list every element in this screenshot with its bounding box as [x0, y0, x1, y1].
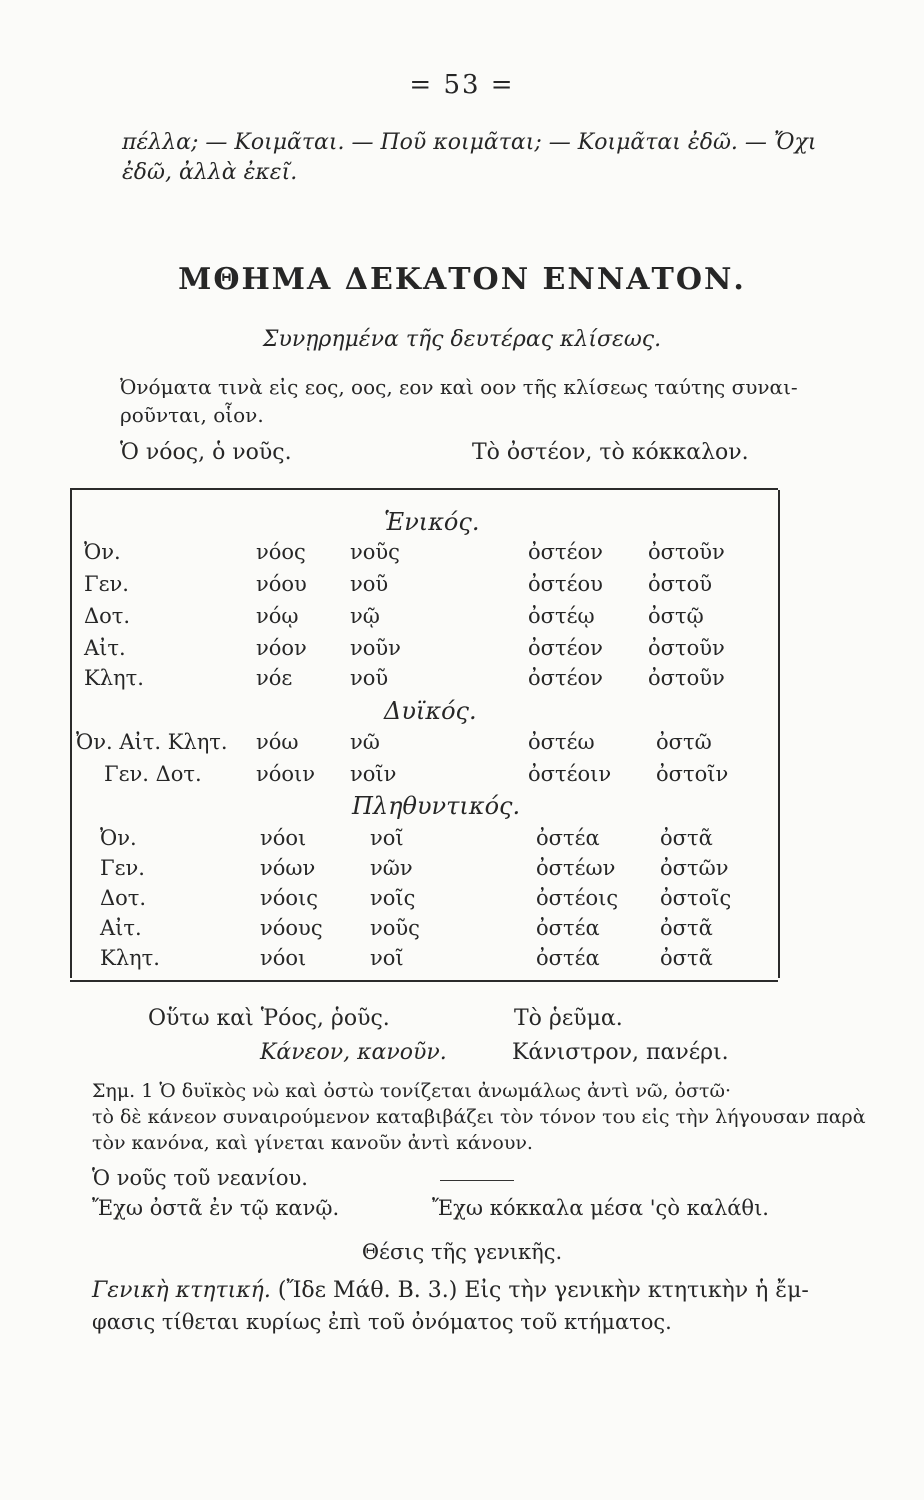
- likewise-right-1: Τὸ ῥεῦμα.: [514, 1006, 623, 1031]
- form-noos: νόε: [256, 666, 293, 690]
- form-osteon: ὀστέον: [528, 666, 603, 690]
- form-noos: νόοι: [260, 946, 307, 970]
- form-osteon: ὀστέα: [536, 826, 600, 850]
- form-osteon: ὀστέα: [536, 916, 600, 940]
- page-number: = 53 =: [409, 70, 515, 100]
- form-noos: νόῳ: [256, 604, 299, 628]
- form-noos: νόων: [260, 856, 316, 880]
- form-ostoun: ὀστοῦν: [648, 666, 725, 690]
- lesson-title: ΜΘΗΜΑ ΔΕΚΑΤΟΝ ΕΝΝΑΤΟΝ.: [178, 262, 746, 297]
- note-line-3: τὸν κανόνα, καὶ γίνεται κανοῦν ἀντὶ κάνουν.: [92, 1132, 533, 1154]
- form-noos: νόους: [260, 916, 323, 940]
- case-label: Κλητ.: [84, 666, 144, 690]
- final-line-1: [92, 1278, 809, 1303]
- form-ostoun: ὀστοῖς: [660, 886, 732, 910]
- note-line-1: Σημ. 1 Ὁ δυϊκὸς νὼ καὶ ὀστὼ τονίζεται ἀνωμάλως ἀντὶ νῶ, ὀστῶ·: [92, 1080, 732, 1102]
- form-ostoun: ὀστοῦ: [648, 572, 713, 596]
- final-line-2: φασις τίθεται κυρίως ἐπὶ τοῦ ὀνόματος τοῦ κτήματος.: [92, 1310, 672, 1334]
- intro-line-1: πέλλα; — Κοιμᾶται. — Ποῦ κοιμᾶται; — Κοιμᾶται ἐδῶ. — Ὄχι: [122, 130, 817, 155]
- likewise-left-1: Οὕτω καὶ Ῥόος, ῥοῦς.: [148, 1006, 390, 1031]
- dual-heading: Δυϊκός.: [384, 697, 477, 725]
- form-nous: νοῦς: [350, 540, 400, 564]
- form-noos: νόος: [256, 540, 306, 564]
- form-ostoun: ὀστᾶ: [660, 946, 713, 970]
- case-label: Κλητ.: [100, 946, 160, 970]
- form-nous: νοῦ: [350, 572, 389, 596]
- form-ostoun: ὀστᾶ: [660, 826, 713, 850]
- form-osteon: ὀστέων: [536, 856, 616, 880]
- form-nous: νῷ: [350, 604, 380, 628]
- form-nous: νῶ: [350, 730, 380, 754]
- form-osteon: ὀστέῳ: [528, 604, 595, 628]
- form-noos: νόω: [256, 730, 299, 754]
- case-label: Ὀν. Αἰτ. Κλητ.: [76, 730, 228, 754]
- form-noos: νόοις: [260, 886, 319, 910]
- plural-heading: Πληθυντικός.: [352, 792, 521, 820]
- form-osteon: ὀστέω: [528, 730, 595, 754]
- final-line-1-rest: (Ἴδε Μάθ. Β. 3.) Εἰς τὴν γενικὴν κτητικὴν ἡ ἔμ-: [277, 1278, 809, 1303]
- section-title: Θέσις τῆς γενικῆς.: [361, 1240, 563, 1264]
- case-label: Ὀν.: [84, 540, 121, 564]
- singular-heading: Ἑνικός.: [384, 508, 480, 536]
- form-osteon: ὀστέα: [536, 946, 600, 970]
- form-nous: νοῖ: [370, 826, 404, 850]
- example2-left-1: Ὁ νοῦς τοῦ νεανίου.: [92, 1166, 308, 1190]
- form-ostoun: ὀστοῖν: [656, 762, 729, 786]
- case-label: Αἰτ.: [84, 636, 126, 660]
- form-ostoun: ὀστῷ: [648, 604, 704, 628]
- likewise-left-2: Κάνεον, κανοῦν.: [260, 1040, 447, 1065]
- final-term: Γενικὴ κτητική.: [92, 1278, 271, 1303]
- case-label: Γεν.: [100, 856, 145, 880]
- form-noos: νόοιν: [256, 762, 316, 786]
- form-ostoun: ὀστῶ: [656, 730, 712, 754]
- form-ostoun: ὀστᾶ: [660, 916, 713, 940]
- form-nous: νοῦ: [350, 666, 389, 690]
- example2-right-2: Ἔχω κόκκαλα μέσα 'ςὸ καλάθι.: [432, 1196, 769, 1220]
- form-osteon: ὀστέοις: [536, 886, 619, 910]
- form-nous: νοῦς: [370, 916, 420, 940]
- example2-left-2: Ἔχω ὀστᾶ ἐν τῷ κανῷ.: [92, 1196, 340, 1220]
- table-bottom-rule: [70, 980, 778, 982]
- case-label: Δοτ.: [100, 886, 147, 910]
- form-noos: νόον: [256, 636, 307, 660]
- form-noos: νόου: [256, 572, 307, 596]
- case-label: Γεν. Δοτ.: [104, 762, 202, 786]
- description-line-1: Ὀνόματα τινὰ εἰς εος, οος, εον καὶ οον τῆς κλίσεως ταύτης συναι-: [120, 375, 798, 399]
- case-label: Δοτ.: [84, 604, 131, 628]
- likewise-right-2: Κάνιστρον, πανέρι.: [512, 1040, 729, 1065]
- form-osteon: ὀστέον: [528, 636, 603, 660]
- form-osteon: ὀστέον: [528, 540, 603, 564]
- description-line-2: ροῦνται, οἷον.: [120, 403, 264, 427]
- example-right: Τὸ ὀστέον, τὸ κόκκαλον.: [472, 440, 749, 465]
- case-label: Γεν.: [84, 572, 129, 596]
- intro-line-2: ἐδῶ, ἀλλὰ ἐκεῖ.: [122, 160, 298, 185]
- form-noos: νόοι: [260, 826, 307, 850]
- short-rule: [440, 1180, 514, 1181]
- form-osteon: ὀστέου: [528, 572, 603, 596]
- form-nous: νοῖς: [370, 886, 416, 910]
- case-label: Αἰτ.: [100, 916, 142, 940]
- form-osteon: ὀστέοιν: [528, 762, 612, 786]
- form-nous: νοῦν: [350, 636, 401, 660]
- form-ostoun: ὀστοῦν: [648, 636, 725, 660]
- form-nous: νοῖ: [370, 946, 404, 970]
- subtitle: Συνῃρημένα τῆς δευτέρας κλίσεως.: [262, 327, 662, 352]
- form-ostoun: ὀστῶν: [660, 856, 729, 880]
- case-label: Ὀν.: [100, 826, 137, 850]
- form-ostoun: ὀστοῦν: [648, 540, 725, 564]
- example-left: Ὁ νόος, ὁ νοῦς.: [120, 440, 292, 465]
- form-nous: νοῖν: [350, 762, 397, 786]
- note-line-2: τὸ δὲ κάνεον συναιρούμενον καταβιβάζει τὸν τόνον του εἰς τὴν λήγουσαν παρὰ: [92, 1106, 866, 1128]
- form-nous: νῶν: [370, 856, 413, 880]
